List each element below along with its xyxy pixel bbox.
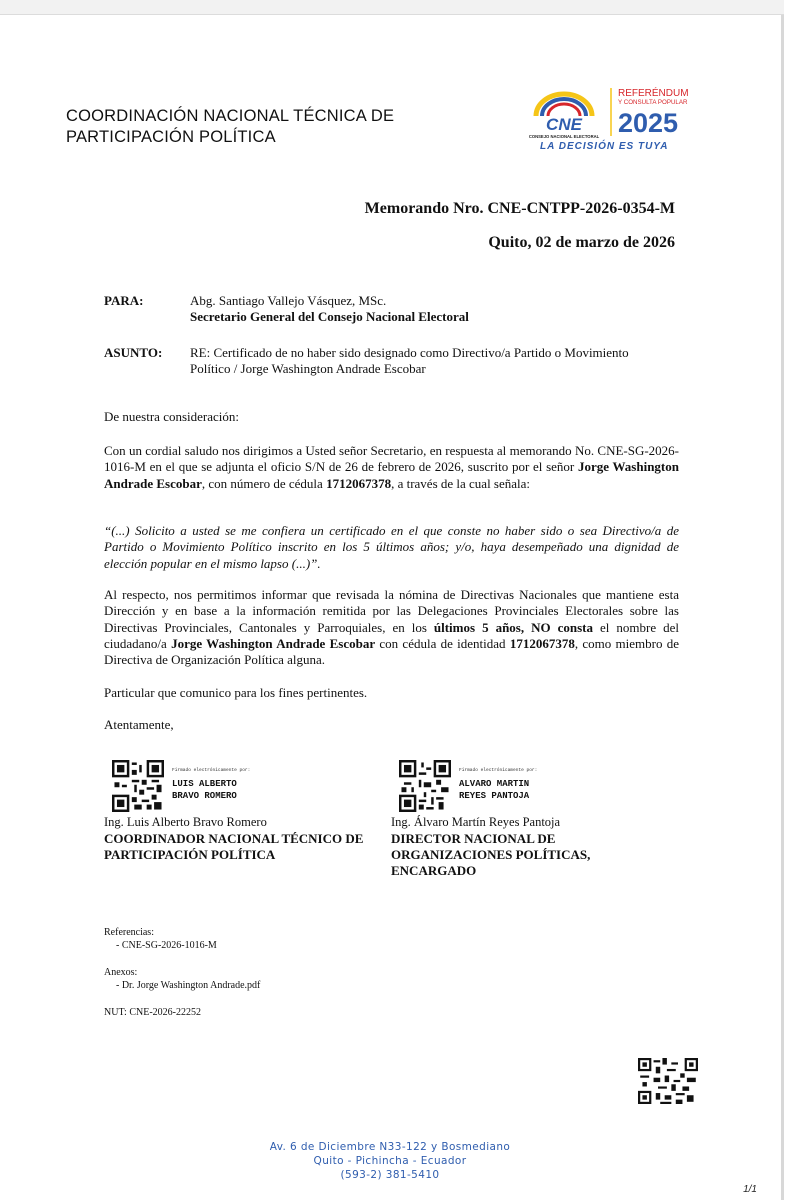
p1-citizen-id: 1712067378 [326,475,392,491]
signed-caption-1: Firmado electrónicamente por: [172,768,251,773]
para-label: PARA: [104,293,144,308]
signed-name-2-line2: REYES PANTOJA [459,791,530,801]
footer-address [240,1140,540,1182]
signed-name-2-line1: ALVARO MARTIN [459,779,530,789]
document-qr-code [638,1058,698,1104]
footer-line1: Av. 6 de Diciembre N33-122 y Bosmediano [269,1141,511,1153]
logo-cne-text: CNE [546,115,582,134]
para-title: Secretario General del Consejo Nacional Electoral [190,309,469,324]
signed-name-1-line1: LUIS ALBERTO [172,779,237,789]
greeting: De nuestra consideración: [104,409,240,424]
memo-date: Quito, 02 de marzo de 2026 [488,234,675,251]
p2-citizen-id: 1712067378 [509,635,575,651]
signer-title-2 [391,831,590,879]
organization-title [66,106,446,148]
signer-name-2: Ing. Álvaro Martín Reyes Pantoja [391,815,561,829]
annexes [104,966,260,992]
p2-text-b: el nombre del ciudadano/a [104,619,679,651]
logo-year: 2025 [618,108,679,138]
annexes-item: - Dr. Jorge Washington Andrade.pdf [116,980,261,991]
annexes-label: Anexos: [104,967,138,978]
p2-text-d: , como miembro de Directiva de Organización Política alguna. [104,635,679,668]
signed-caption-2: Firmado electrónicamente por: [459,768,538,773]
logo-referendum: REFERÉNDUM [618,88,689,99]
asunto-label: ASUNTO: [104,345,163,360]
farewell: Atentamente, [104,717,174,732]
signer-title-1-line2: PARTICIPACIÓN POLÍTICA [104,847,276,862]
references [104,926,217,952]
asunto-text: RE: Certificado de no haber sido designado como Directivo/a Partido o Movimiento Político / Jorge Washington Andrade Escobar [190,345,629,376]
signer-title-2-line2: ORGANIZACIONES POLÍTICAS, [391,847,591,862]
memo-number: Memorando Nro. CNE-CNTPP-2026-0354-M [364,200,675,217]
nut-code: NUT: CNE-2026-22252 [104,1007,201,1018]
signature-qr-code-2 [399,760,451,812]
closing-line: Particular que comunico para los fines pertinentes. [104,685,368,700]
para-value [190,293,690,325]
signed-name-2 [459,778,529,802]
footer-line2: Quito - Pichincha - Ecuador [313,1155,467,1167]
logo-cne-caption: CONSEJO NACIONAL ELECTORAL [528,134,600,139]
footer-line3: (593-2) 381-5410 [340,1169,440,1181]
signer-title-2-line1: DIRECTOR NACIONAL DE [391,831,556,846]
cne-referendum-logo [522,82,702,152]
signed-name-1 [172,778,237,802]
signer-name-1: Ing. Luis Alberto Bravo Romero [104,815,267,829]
p1-text-a: Con un cordial saludo nos dirigimos a Usted señor Secretario, en respuesta al memorando No. CNE-SG-2026-1016-M en el que se adjunta el oficio S/N de 26 de febrero de 2026, suscrito por el señor [104,443,679,475]
signer-title-2-line3: ENCARGADO [391,863,477,878]
p2-text-c: con cédula de identidad [375,635,510,651]
paragraph-2 [104,587,679,668]
p2-text-a: Al respecto, nos permitimos informar que revisada la nómina de Directivas Nacionales que mantiene esta Dirección y en base a la información remitida por las Delegaciones Provinciales Electorales sobre las Directivas Provinciales, Cantonales y Parroquiales, en los [104,587,679,635]
p2-emphasis: últimos 5 años, NO consta [433,619,593,635]
top-toolbar-strip [0,0,784,15]
references-label: Referencias: [104,927,154,938]
p2-citizen-name: Jorge Washington Andrade Escobar [171,635,376,651]
p1-text-c: , a través de la cual señala: [391,475,531,491]
signer-title-1 [104,831,363,863]
signature-qr-code-1 [112,760,164,812]
org-title-line1: COORDINACIÓN NACIONAL TÉCNICA DE [66,107,395,125]
quoted-request: “(...) Solicito a usted se me confiera un certificado en el que conste no haber sido o sea Directivo/a de Partido o Movimiento Político inscrito en los 5 últimos años; y/o, haya desempeñado una dignidad de elección popular en el mismo lapso (...)”. [104,523,679,571]
references-item: - CNE-SG-2026-1016-M [116,940,217,951]
paragraph-1 [104,443,679,492]
p1-text-b: , con número de cédula [201,475,327,491]
signer-title-1-line1: COORDINADOR NACIONAL TÉCNICO DE [104,831,364,846]
signed-name-1-line2: BRAVO ROMERO [172,791,237,801]
p1-citizen-name: Jorge Washington Andrade Escobar [104,459,679,491]
page-count: 1/1 [743,1184,757,1195]
org-title-line2: PARTICIPACIÓN POLÍTICA [66,128,276,146]
para-name: Abg. Santiago Vallejo Vásquez, MSc. [190,293,387,308]
logo-slogan: LA DECISIÓN ES TUYA [540,141,669,152]
logo-consulta: Y CONSULTA POPULAR [618,99,688,106]
